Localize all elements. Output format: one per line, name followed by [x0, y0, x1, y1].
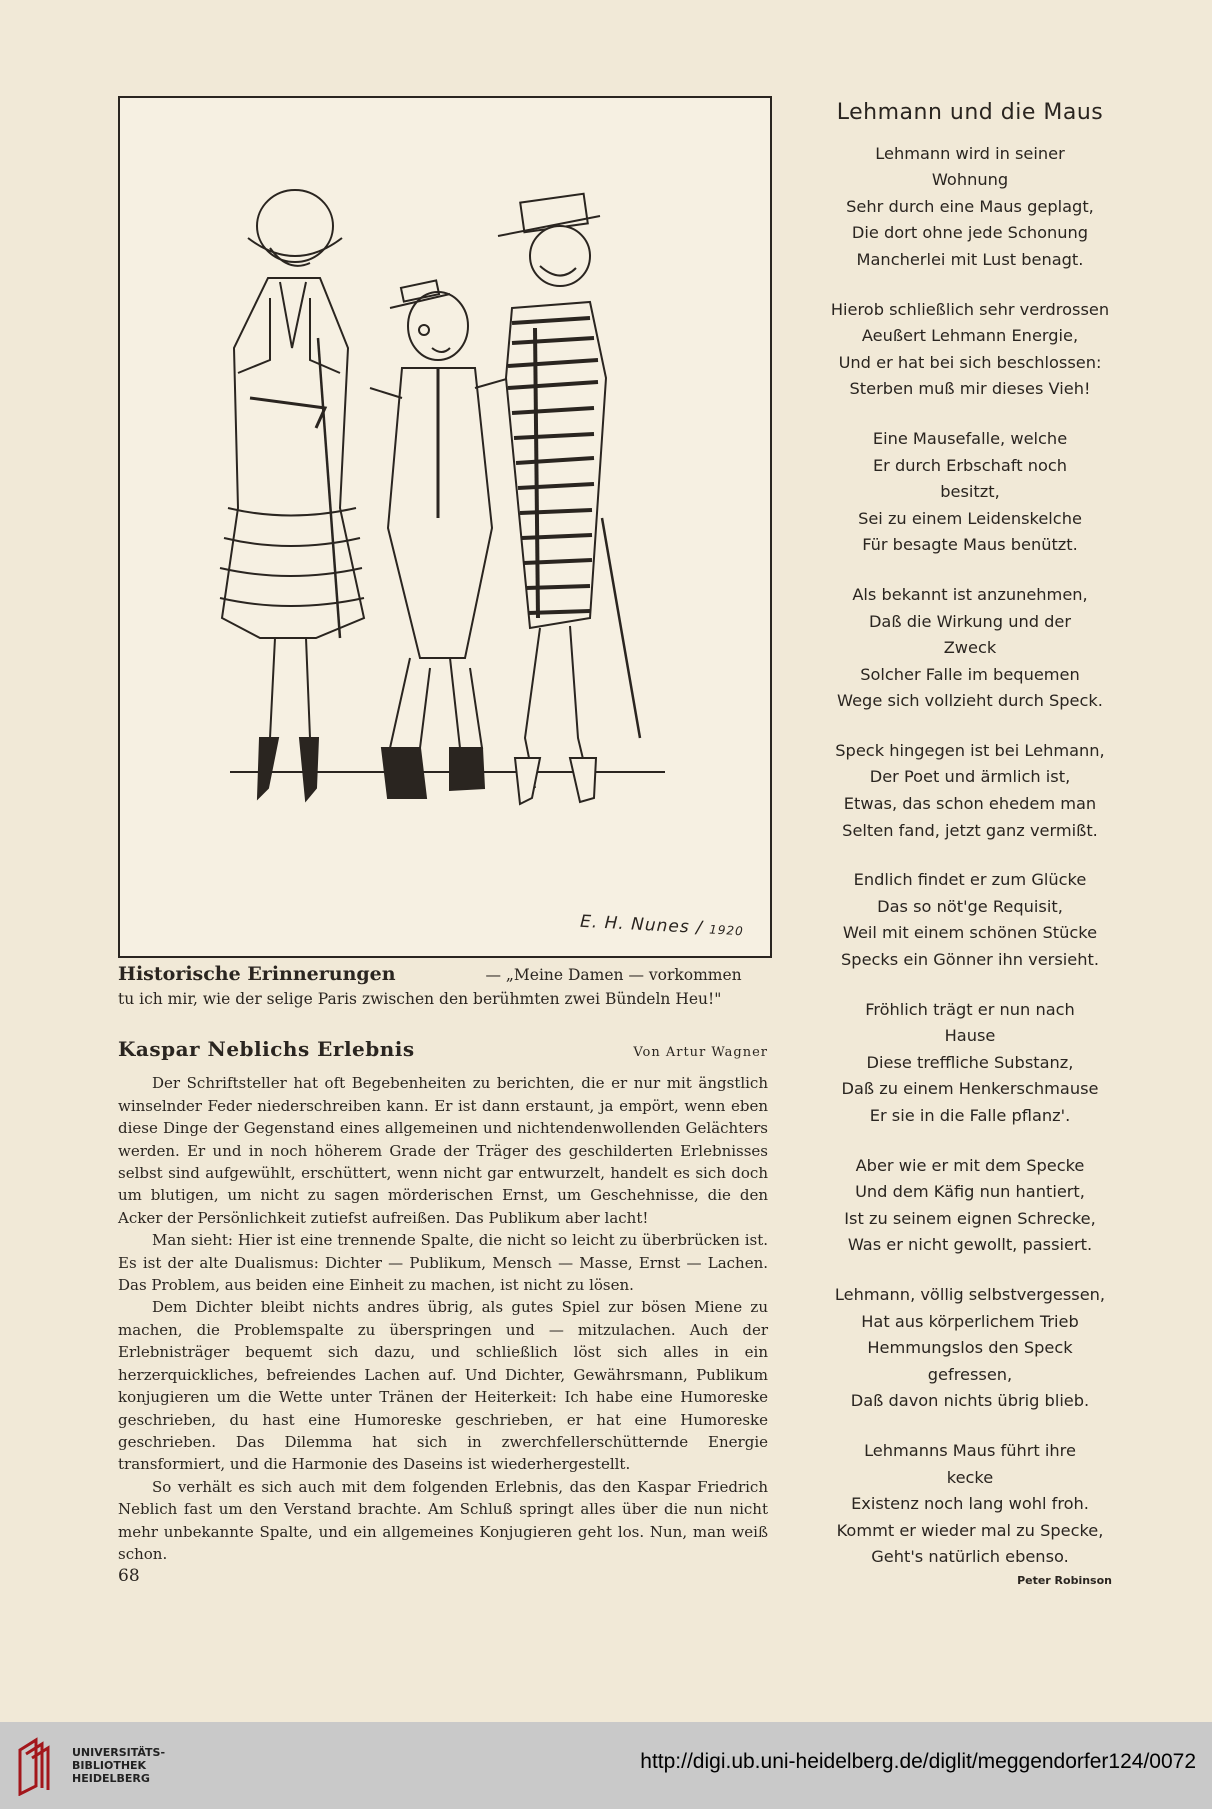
poem-line: kecke — [946, 1467, 994, 1487]
story-paragraph: So verhält es sich auch mit dem folgenden Erlebnis, das den Kaspar Friedrich Neblich fast um den Verstand brachte. Am Schluß springt alles über die nun nicht mehr unbekannte Spalte, und ein allgemeines Konjugieren geht los. Nun, man weiß schon. — [118, 1477, 768, 1563]
poem-stanza — [800, 1153, 1140, 1259]
poem-author: Peter Robinson — [1017, 1573, 1112, 1587]
poem — [800, 100, 1140, 1595]
poem-stanza — [800, 1282, 1140, 1415]
poem-line: Eine Mausefalle, welche — [872, 428, 1068, 448]
caption-title: Historische Erinnerungen — [118, 963, 396, 985]
poem-line: Solcher Falle im bequemen — [860, 664, 1080, 684]
poem-line: Lehmann wird in seiner — [875, 143, 1065, 163]
poem-line: Für besagte Maus benützt. — [862, 535, 1078, 555]
library-logo-icon — [14, 1736, 62, 1796]
poem-line: Sehr durch eine Maus geplagt, — [846, 196, 1094, 216]
story-title: Kaspar Neblichs Erlebnis — [118, 1037, 415, 1061]
poem-line: Hemmungslos den Speck — [867, 1338, 1073, 1358]
poem-line: Aeußert Lehmann Energie, — [861, 326, 1079, 346]
poem-line: Wohnung — [931, 170, 1009, 190]
page-number: 68 — [118, 1566, 140, 1586]
poem-line: Hierob schließlich sehr verdrossen — [830, 299, 1110, 319]
poem-stanza — [800, 867, 1140, 973]
poem-line: Lehmann, völlig selbstvergessen, — [834, 1284, 1106, 1304]
poem-line: Er durch Erbschaft noch — [872, 455, 1068, 475]
poem-line: Selten fand, jetzt ganz vermißt. — [842, 820, 1098, 840]
poem-line: Existenz noch lang wohl froh. — [851, 1494, 1089, 1514]
poem-line: Wege sich vollzieht durch Speck. — [837, 691, 1103, 711]
poem-stanza — [800, 297, 1140, 403]
poem-line: Zweck — [943, 638, 997, 658]
poem-line: Daß zu einem Henkerschmause — [841, 1079, 1099, 1099]
story-paragraph: Dem Dichter bleibt nichts andres übrig, als gutes Spiel zur bösen Miene zu machen, die Problemspalte zu überspringen und — mitzulachen. Auch der Erlebnisträger bequemt sich dazu, und schließlich löst sich alles in ein herzerquickliches, befreiendes Lachen auf. Und Dichter, Gewährsmann, Publikum konjugieren um die Wette unter Tränen der Heiterkeit: Ich habe eine Humoreske geschrieben, du hast eine Humoreske geschrieben, er hat eine Humoreske geschrieben. Das Dilemma hat sich in zwerchfellerschütternde Energie transformiert, und die Harmonie des Daseins ist wiederhergestellt. — [118, 1298, 768, 1474]
story-author: Von Artur Wagner — [633, 1045, 768, 1060]
poem-line: Als bekannt ist anzunehmen, — [852, 584, 1088, 604]
poem-line: Die dort ohne jede Schonung — [851, 223, 1089, 243]
poem-line: Weil mit einem schönen Stücke — [842, 923, 1098, 943]
poem-line: Diese treffliche Substanz, — [866, 1052, 1074, 1072]
caption-text-line1: — „Meine Damen — vorkommen — [485, 966, 742, 984]
poem-stanza — [800, 738, 1140, 844]
poem-line: Geht's natürlich ebenso. — [871, 1547, 1069, 1567]
poem-line: Und er hat bei sich beschlossen: — [838, 352, 1102, 372]
poem-line: Das so nöt'ge Requisit, — [877, 896, 1063, 916]
poem-line: Daß davon nichts übrig blieb. — [850, 1391, 1090, 1411]
poem-line: Lehmanns Maus führt ihre — [864, 1440, 1076, 1460]
cartoon-illustration — [118, 96, 772, 958]
artist-signature: E. H. Nunes / 1920 — [579, 911, 745, 939]
poem-line: Daß die Wirkung und der — [868, 611, 1072, 631]
library-footer — [0, 1722, 1212, 1809]
story-article — [118, 1038, 768, 1565]
caption-text-line2: tu ich mir, wie der selige Paris zwischen den berühmten zwei Bündeln Heu!" — [118, 990, 722, 1008]
poem-stanza — [800, 426, 1140, 559]
poem-line: Endlich findet er zum Glücke — [853, 870, 1087, 890]
cartoon-caption — [118, 962, 768, 1011]
poem-line: Aber wie er mit dem Specke — [855, 1155, 1085, 1175]
poem-line: Was er nicht gewollt, passiert. — [847, 1235, 1093, 1255]
poem-line: Er sie in die Falle pflanz'. — [869, 1106, 1071, 1125]
poem-line: Mancherlei mit Lust benagt. — [856, 249, 1084, 269]
poem-line: Sei zu einem Leidenskelche — [858, 508, 1082, 528]
poem-stanzas — [800, 141, 1140, 1571]
source-url[interactable]: http://digi.ub.uni-heidelberg.de/diglit/meggendorfer124/0072 — [640, 1750, 1196, 1773]
poem-line: Speck hingegen ist bei Lehmann, — [835, 740, 1105, 760]
poem-line: Sterben muß mir dieses Vieh! — [849, 379, 1091, 399]
poem-line: besitzt, — [940, 482, 1000, 502]
poem-line: Specks ein Gönner ihn versieht. — [841, 950, 1099, 970]
institution-name: UNIVERSITÄTS- BIBLIOTHEK HEIDELBERG — [72, 1746, 166, 1785]
poem-line: Hat aus körperlichem Trieb — [861, 1311, 1079, 1331]
cartoon-drawing — [120, 98, 770, 956]
story-paragraph: Der Schriftsteller hat oft Begebenheiten zu berichten, die er nur mit ängstlich winselnder Feder niederschreiben kann. Er ist dann erstaunt, ja empört, wenn eben diese Dinge der Gegenstand eines allgemeinen und nichtendenwollenden Gelächters werden. Er und in noch höherem Grade der Träger des geschilderten Erlebnisses selbst sind aufgewühlt, erschüttert, wenn nicht gar entwurzelt, handelt es sich doch um blutigen, um nicht zu sagen mörderischen Ernst, um Geschehnisse, die den Acker der Persönlichkeit zutiefst aufreißen. Das Publikum aber lacht! — [118, 1074, 768, 1227]
poem-stanza — [800, 997, 1140, 1130]
poem-line: gefressen, — [927, 1364, 1013, 1384]
poem-title: Lehmann und die Maus — [836, 100, 1104, 125]
poem-stanza — [800, 582, 1140, 715]
poem-line: Der Poet und ärmlich ist, — [869, 767, 1071, 787]
poem-stanza — [800, 1438, 1140, 1571]
poem-line: Und dem Käfig nun hantiert, — [855, 1182, 1085, 1202]
poem-line: Hause — [944, 1026, 996, 1046]
poem-line: Fröhlich trägt er nun nach — [865, 999, 1075, 1019]
poem-stanza — [800, 141, 1140, 274]
story-paragraph: Man sieht: Hier ist eine trennende Spalte, die nicht so leicht zu überbrücken ist. Es ist der alte Dualismus: Dichter — Publikum, Mensch — Masse, Ernst — Lachen. Das Problem, aus beiden eine Einheit zu machen, ist nicht zu lösen. — [118, 1231, 768, 1295]
poem-line: Etwas, das schon ehedem man — [843, 794, 1097, 814]
poem-line: Kommt er wieder mal zu Specke, — [836, 1520, 1104, 1540]
poem-line: Ist zu seinem eignen Schrecke, — [844, 1208, 1096, 1228]
